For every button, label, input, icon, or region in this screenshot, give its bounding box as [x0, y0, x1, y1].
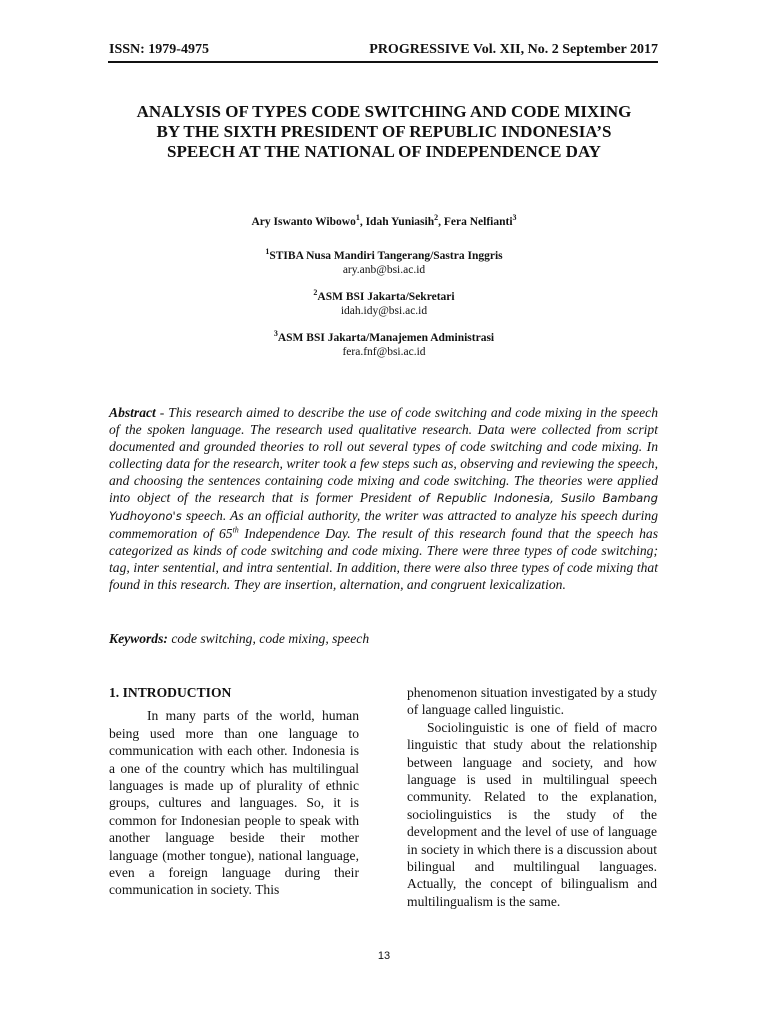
abstract-ordinal-sup: th: [232, 525, 239, 535]
keywords-label: Keywords:: [109, 631, 168, 646]
author-3: Fera Nelfianti: [443, 216, 513, 228]
title-line-1: ANALYSIS OF TYPES CODE SWITCHING AND CODE MIXING: [136, 102, 632, 121]
abstract: [109, 404, 658, 593]
author-2-sup: 2: [434, 213, 439, 223]
column-right: [407, 684, 657, 910]
author-2: Idah Yuniasih: [365, 216, 435, 228]
affiliation-email: fera.fnf@bsi.ac.id: [342, 346, 426, 358]
header-issn: ISSN: 1979-4975: [109, 42, 209, 57]
abstract-president-name: of Republic Indonesia, Susilo Bambang Yudhoyono's: [109, 491, 658, 523]
abstract-text-3: Independence Day. The result of this research found that the speech has categorized as kinds of code switching and code mixing. There were three types of code switching; tag, inter sentential, and intra sentential. In addition, there were also three types of code mixing that found in this research. They are insertion, alternation, and congruent lexicalization.: [109, 526, 659, 592]
abstract-text-2: speech. As an official authority, the writer was attracted to analyze his speech during commemoration of 65: [109, 508, 658, 541]
page-number: 13: [377, 950, 391, 962]
author-list: Ary Iswanto Wibowo$^1$, Idah Yuniasih$^2$, Fera Nelfianti$^3$: [251, 213, 517, 228]
title-line-3: SPEECH AT THE NATIONAL OF INDEPENDENCE DAY: [167, 142, 601, 161]
title-line-2: BY THE SIXTH PRESIDENT OF REPUBLIC INDONESIA’S: [156, 122, 612, 141]
author-3-sup: 3: [512, 213, 517, 223]
intro-paragraph-continued: phenomenon situation investigated by a study of language called linguistic.: [407, 685, 657, 718]
author-1: Ary Iswanto Wibowo: [251, 216, 356, 228]
affiliation-3: $^3$ASM BSI Jakarta/Manajemen Administrasi fera.fnf@bsi.ac.id: [100, 331, 668, 359]
section-heading: 1. INTRODUCTION: [109, 685, 232, 700]
paper-title: [100, 102, 668, 162]
affiliation-1: $^1$STIBA Nusa Mandiri Tangerang/Sastra Inggris ary.anb@bsi.ac.id: [100, 249, 668, 277]
intro-paragraph-2: Sociolinguistic is one of field of macro linguistic that study about the relationship between language and society, and how language is used in multilingual speech community. Related to the explanation, sociolinguistics is the study of the development and the level of use of language in society in which there is a discussion about bilingual and multilingual languages. Actually, the concept of bilingualism and multilingualism is the same.: [407, 719, 657, 909]
header-journal: PROGRESSIVE Vol. XII, No. 2 September 2017: [369, 42, 658, 57]
affiliation-institution: ASM BSI Jakarta/Sekretari: [317, 291, 455, 303]
header-rule: [108, 61, 658, 63]
abstract-label: Abstract: [109, 405, 156, 420]
keywords: [109, 631, 658, 647]
abstract-text-1: - This research aimed to describe the use of code switching and code mixing in the speech of the spoken language. The research used qualitative research. Data were collected from script documented and grounded theories to roll out several types of code switching and code mixing. In collecting data for the research, writer took a few steps such as, observing and reviewing the speech, and choosing the sentences containing code mixing and code switching. The theories were applied into object of the research that is former President: [109, 405, 658, 505]
keywords-value: code switching, code mixing, speech: [171, 631, 370, 646]
author-1-sup: 1: [355, 213, 360, 223]
intro-paragraph-1: In many parts of the world, human being used more than one language to communication with each other. Indonesia is a one of the country which has multilingual languages is made up of plurality of ethnic groups, cultures and languages. So, it is common for Indonesian people to speak with another language beside their mother language (mother tongue), national language, even a foreign language during their communication in society. This: [109, 708, 359, 898]
affiliation-email: ary.anb@bsi.ac.id: [342, 264, 426, 276]
affiliation-2: $^2$ASM BSI Jakarta/Sekretari idah.idy@bsi.ac.id: [100, 290, 668, 318]
affiliation-email: idah.idy@bsi.ac.id: [340, 305, 428, 317]
affiliation-institution: STIBA Nusa Mandiri Tangerang/Sastra Inggris: [269, 250, 503, 262]
affiliation-institution: ASM BSI Jakarta/Manajemen Administrasi: [277, 332, 495, 344]
column-left: [109, 684, 359, 899]
